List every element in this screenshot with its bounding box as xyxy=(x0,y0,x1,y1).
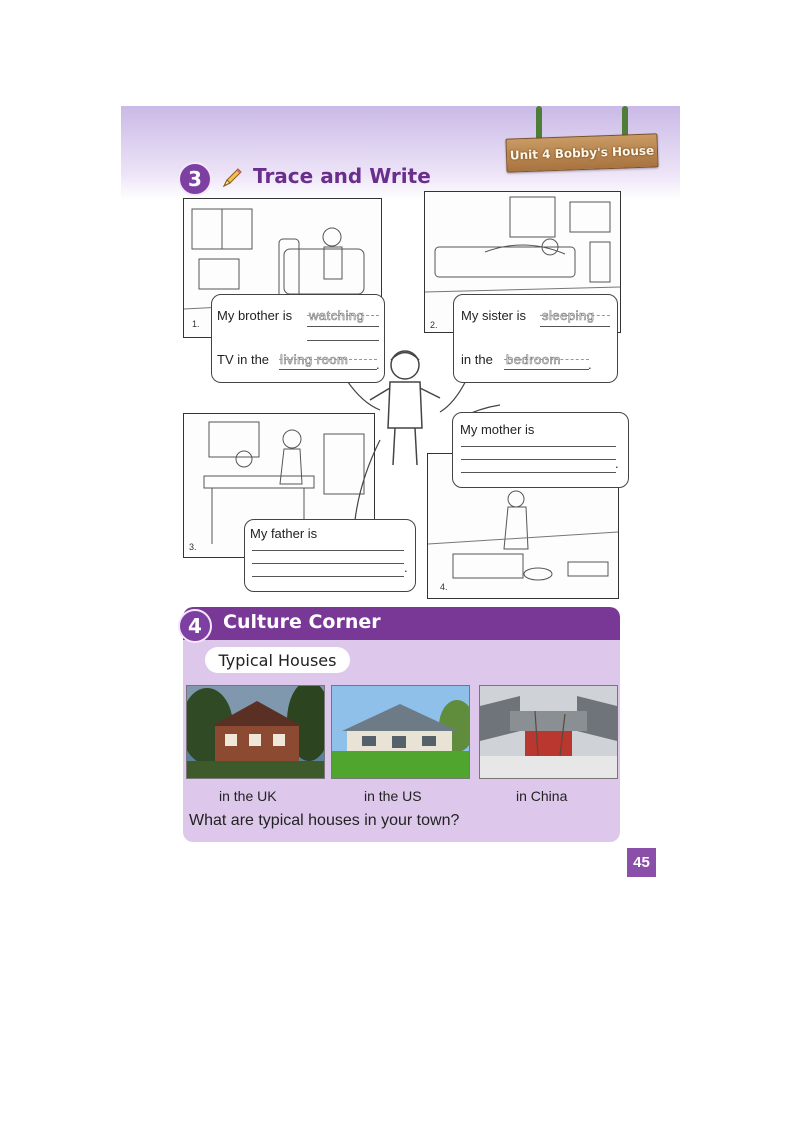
bubble-2-line1-prefix: My sister is xyxy=(461,308,526,323)
bubble-1-line1-prefix: My brother is xyxy=(217,308,293,323)
culture-question: What are typical houses in your town? xyxy=(189,812,460,829)
write-line xyxy=(461,472,616,473)
unit-board xyxy=(505,133,658,172)
bubble-3-line1-prefix: My father is xyxy=(250,526,318,541)
write-line xyxy=(252,576,404,577)
guide-line xyxy=(307,315,379,316)
bubble-2-line2-prefix: in the xyxy=(461,352,493,367)
speech-bubble-3 xyxy=(244,519,416,592)
section-4-title: Culture Corner xyxy=(223,611,381,633)
write-line xyxy=(307,340,379,341)
bubble-2-end-mark: . xyxy=(588,357,592,372)
caption-china: in China xyxy=(516,788,568,804)
write-line xyxy=(461,446,616,447)
write-line xyxy=(540,326,610,327)
speech-bubble-4 xyxy=(452,412,629,488)
unit-label: Unit 4 Bobby's House xyxy=(509,143,655,163)
bubble-1-end-mark: . xyxy=(376,357,380,372)
caption-uk: in the UK xyxy=(219,788,277,804)
unit-sign xyxy=(506,106,656,170)
section-3-title: Trace and Write xyxy=(253,164,431,188)
bubble-2-trace-word-2: bedroom xyxy=(506,352,561,367)
caption-us: in the US xyxy=(364,788,422,804)
write-line xyxy=(461,459,616,460)
speech-bubble-2 xyxy=(453,294,618,383)
photo-china-house xyxy=(479,685,618,779)
write-line xyxy=(252,550,404,551)
panel-4-number: 4. xyxy=(440,582,448,592)
section-3-number: 3 xyxy=(178,162,212,196)
bubble-2-trace-word-1: sleeping xyxy=(542,308,595,323)
panel-1-number: 1. xyxy=(192,319,200,329)
speech-bubble-1 xyxy=(211,294,385,383)
bubble-1-line2-prefix: TV in the xyxy=(217,352,270,367)
write-line xyxy=(307,326,379,327)
bubble-4-end-mark: . xyxy=(615,456,619,471)
section-4-number: 4 xyxy=(178,609,212,643)
guide-line xyxy=(279,359,377,360)
bubble-3-end-mark: . xyxy=(404,560,408,575)
culture-corner-header xyxy=(183,607,620,640)
pencil-icon xyxy=(220,166,244,190)
panel-2-number: 2. xyxy=(430,320,438,330)
subtitle-pill xyxy=(205,647,350,673)
photo-us-house xyxy=(331,685,470,779)
culture-corner-box xyxy=(183,607,620,842)
bubble-4-line1-prefix: My mother is xyxy=(460,422,535,437)
panel-3-number: 3. xyxy=(189,542,197,552)
write-line xyxy=(279,369,377,370)
write-line xyxy=(252,563,404,564)
photo-uk-house xyxy=(186,685,325,779)
bubble-1-trace-word-1: watching xyxy=(309,308,365,323)
section-4-subtitle: Typical Houses xyxy=(218,650,337,670)
guide-line xyxy=(504,359,589,360)
write-line xyxy=(504,369,589,370)
page-number: 45 xyxy=(627,848,656,877)
guide-line xyxy=(540,315,610,316)
bubble-1-trace-word-2: living room xyxy=(280,352,349,367)
